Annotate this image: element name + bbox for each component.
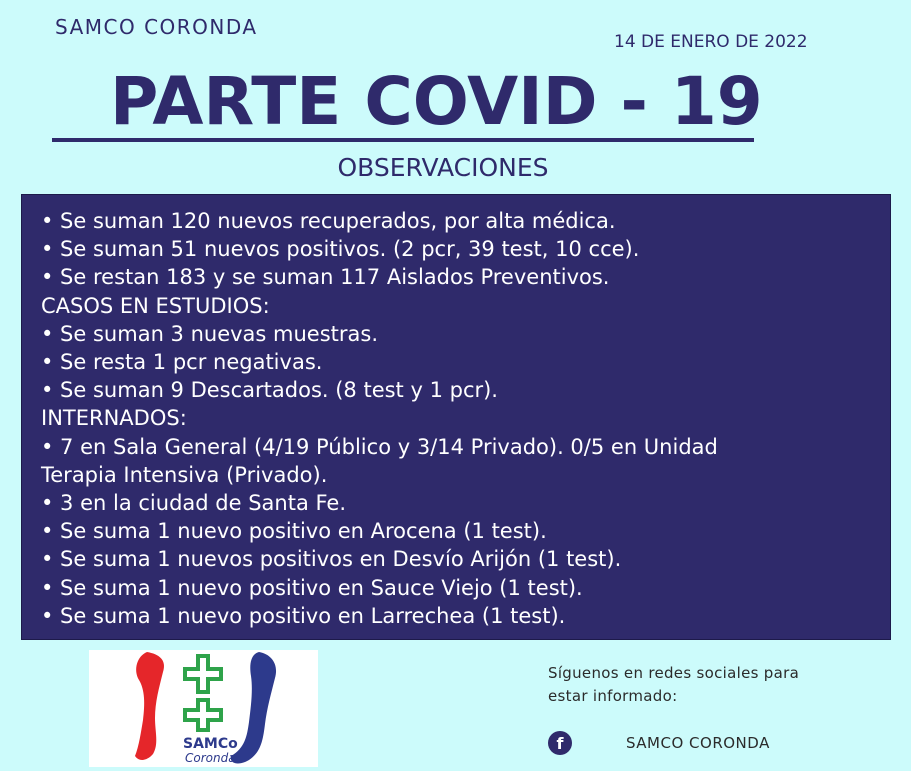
social-handle[interactable]: SAMCO CORONDA: [626, 734, 770, 752]
samco-logo: [89, 650, 318, 767]
social-invite-line-1: Síguenos en redes sociales para: [548, 664, 800, 682]
observation-line: INTERNADOS:: [41, 406, 187, 431]
observation-line: • Se suma 1 nuevo positivo en Sauce Viejo (1 test).: [41, 575, 583, 600]
observation-line: CASOS EN ESTUDIOS:: [41, 293, 270, 318]
logo-text-coronda: Coronda: [185, 751, 236, 765]
social-invite-line-2: estar informado:: [548, 687, 678, 705]
observation-line: • Se suman 51 nuevos positivos. (2 pcr, 39 test, 10 cce).: [41, 237, 640, 262]
observations-panel: [21, 194, 891, 640]
logo-text-samco: SAMCo: [183, 736, 238, 752]
observation-line: Terapia Intensiva (Privado).: [41, 462, 328, 487]
social-invite: [548, 662, 799, 708]
observation-line: • 7 en Sala General (4/19 Público y 3/14 Privado). 0/5 en Unidad: [41, 434, 718, 459]
section-subtitle: OBSERVACIONES: [337, 153, 549, 182]
observation-line: • Se suma 1 nuevo positivo en Arocena (1 test).: [41, 519, 547, 544]
observation-line: • Se suman 9 Descartados. (8 test y 1 pcr).: [41, 378, 498, 403]
org-name: SAMCO CORONDA: [55, 15, 258, 39]
observation-line: • Se suman 3 nuevas muestras.: [41, 321, 379, 346]
facebook-icon[interactable]: f: [548, 731, 572, 755]
samco-logo-graphic: [89, 650, 318, 767]
observation-line: • Se resta 1 pcr negativas.: [41, 350, 323, 375]
observation-line: • Se suma 1 nuevo positivo en Larrechea (1 test).: [41, 603, 566, 628]
report-date: 14 DE ENERO DE 2022: [614, 32, 808, 52]
page-title: PARTE COVID - 19: [52, 66, 754, 142]
observation-line: • Se suman 120 nuevos recuperados, por alta médica.: [41, 209, 616, 233]
observation-line: • Se suma 1 nuevos positivos en Desvío Arijón (1 test).: [41, 547, 622, 572]
observation-line: • Se restan 183 y se suman 117 Aislados Preventivos.: [41, 265, 610, 290]
observation-line: • 3 en la ciudad de Santa Fe.: [41, 491, 347, 516]
